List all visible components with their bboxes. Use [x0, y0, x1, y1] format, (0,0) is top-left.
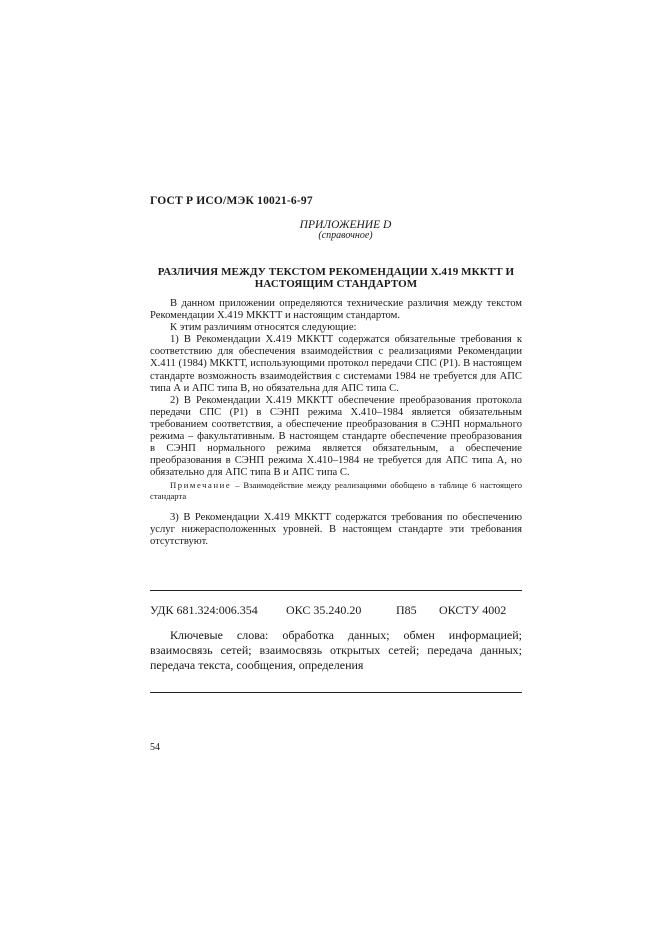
note [150, 480, 522, 501]
body-text [150, 298, 522, 479]
okstu-code: ОКСТУ 4002 [439, 603, 507, 617]
note-label: Примечание [170, 480, 232, 490]
page-number: 54 [150, 742, 160, 753]
p-code: П85 [396, 603, 417, 617]
paragraph-item-1: 1) В Рекомендации X.419 МККТТ содержатся обязательные требования к соответствию для обеспечения взаимодействия с реализациями Рекомендации X.411 (1984) МККТТ, использующими протокол передачи СПС (P1). В настоящем стандарте возможность взаимодействия с системами 1984 не требуется для АПС типа А и АПС типа В, но обязательна для АПС типа С. [150, 334, 522, 394]
keywords: Ключевые слова: обработка данных; обмен информацией; взаимосвязь сетей; взаимосвязь открытых сетей; передача данных; передача текста, сообщения, определения [150, 628, 522, 672]
appendix-title: ПРИЛОЖЕНИЕ D [299, 219, 392, 231]
body-text-continued [150, 512, 522, 548]
paragraph-item-2: 2) В Рекомендации X.419 МККТТ обеспечение преобразования протокола передачи СПС (P1) в СЭНП режима X.410–1984 является обязательным требованием соответствия, а обеспечение преобразования в СЭНП нормального режима – факультативным. В настоящем стандарте обеспечение преобразования в СЭНП нормального режима является обязательным, а обеспечение преобразования в СЭНП режима X.410–1984 не требуется для АПС типа А, но обязательно для АПС типа В и АПС типа С. [150, 394, 522, 479]
paragraph-lead: К этим различиям относятся следующие: [170, 322, 357, 334]
oks-code: ОКС 35.240.20 [286, 603, 362, 617]
divider-bottom [150, 692, 522, 693]
appendix-subtitle: (справочное) [318, 230, 373, 241]
paragraph-intro: В данном приложении определяются технические различия между текстом Рекомендации X.419 МККТТ и настоящим стандартом. [150, 298, 522, 322]
note-text: – Взаимодействие между реализациями обобщено в таблице 6 настоящего стандарта [150, 480, 522, 501]
udk-code: УДК 681.324:006.354 [150, 603, 258, 617]
section-title: РАЗЛИЧИЯ МЕЖДУ ТЕКСТОМ РЕКОМЕНДАЦИИ X.419 МККТТ И НАСТОЯЩИМ СТАНДАРТОМ [157, 266, 515, 290]
paragraph-item-3: 3) В Рекомендации X.419 МККТТ содержатся требования по обеспечению услуг нижерасположенных уровней. В настоящем стандарте эти требования отсутствуют. [150, 512, 522, 548]
standard-header: ГОСТ Р ИСО/МЭК 10021-6-97 [150, 195, 313, 207]
divider-top [150, 590, 522, 591]
